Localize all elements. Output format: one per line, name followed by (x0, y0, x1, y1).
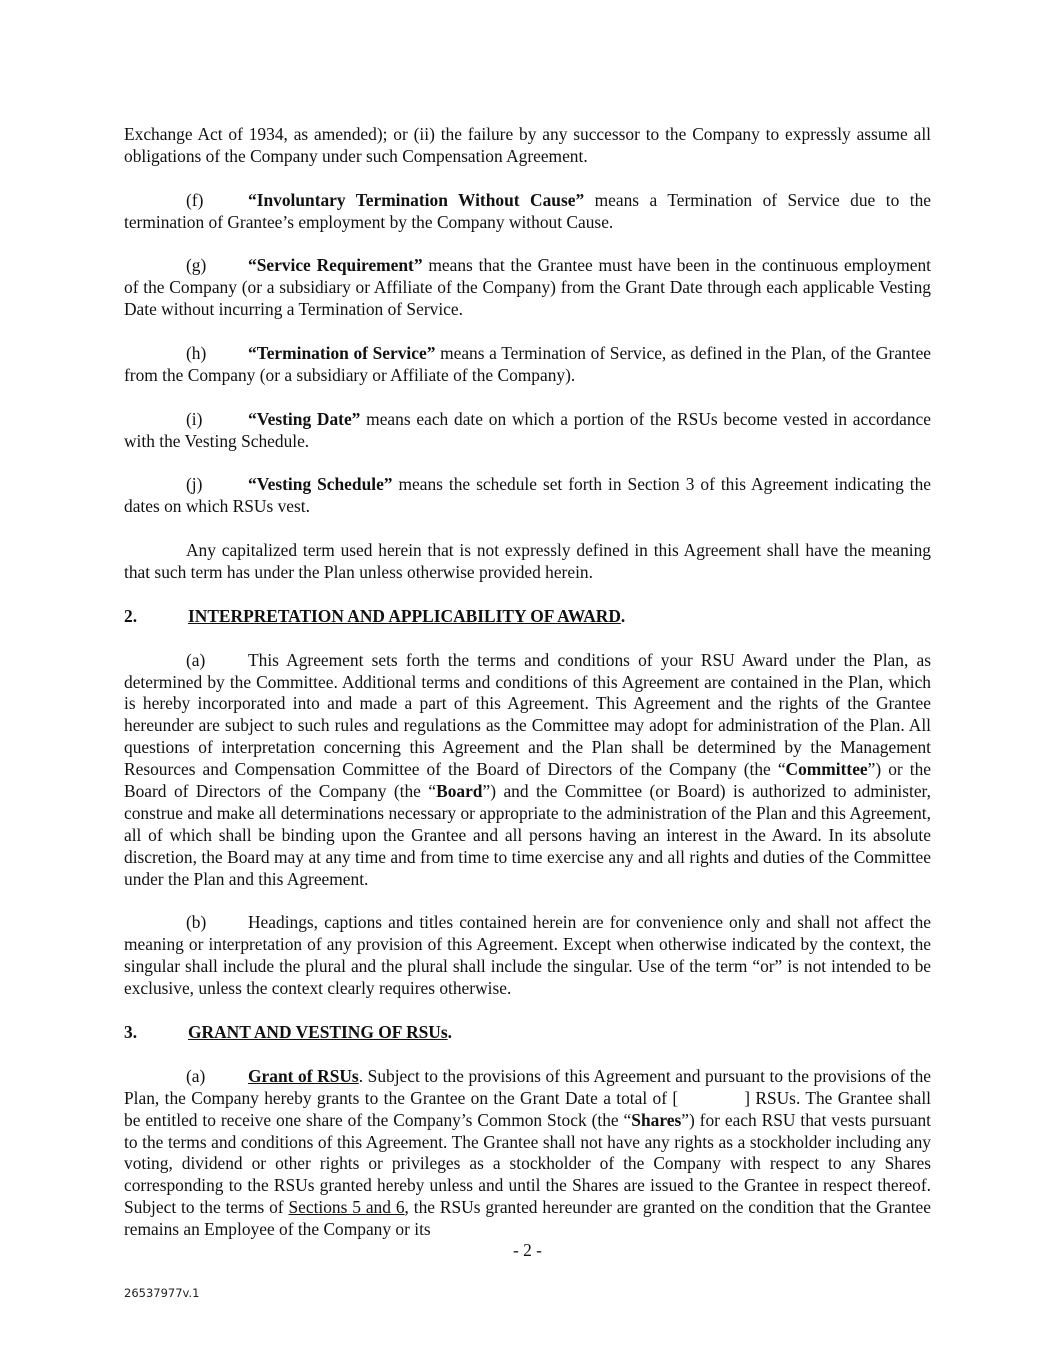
defined-term-board: Board (436, 781, 483, 802)
clause-label: (a) (186, 1065, 206, 1086)
definition-i (124, 409, 931, 453)
section-2b-paragraph (124, 912, 931, 1000)
section-2-heading (124, 606, 931, 628)
definition-text: means the schedule set forth in Section 3 of this Agreement indicating the dates on which RSUs vest. (124, 474, 931, 517)
definition-label: (f) (186, 189, 204, 210)
definition-label: (i) (186, 408, 203, 429)
definition-j (124, 474, 931, 518)
definition-label: (j) (186, 474, 203, 495)
clause-text: ”) and the Committee (or Board) is authorized to administer, construe and make all determinations necessary or appropriate to the administration of the Plan and this Agreement, all of which shall be binding upon the Grantee and all persons having an interest in the Award. In its absolute discretion, the Board may at any time and from time to time exercise any and all rights and duties of the Committee under the Plan and this Agreement. (124, 781, 931, 889)
definition-f (124, 190, 931, 234)
clause-text: ”) or the Board of Directors of the Company (the “ (124, 759, 931, 802)
defined-term: “Vesting Date” (248, 408, 361, 429)
defined-term-committee: Committee (785, 759, 868, 780)
page-number: - 2 - (513, 1240, 542, 1260)
defined-term-shares: Shares (631, 1109, 682, 1130)
section-title-period: . (620, 605, 626, 626)
definition-text: means a Termination of Service, as defined in the Plan, of the Grantee from the Company (or a subsidiary or Affiliate of the Company). (124, 343, 932, 385)
definition-text: means each date on which a portion of the RSUs become vested in accordance with the Vesting Schedule. (124, 408, 931, 451)
section-number: 3. (124, 1022, 138, 1042)
defined-term: “Involuntary Termination Without Cause” (248, 189, 585, 210)
definition-h (124, 343, 931, 387)
section-2a-paragraph (124, 650, 931, 891)
defined-term: “Vesting Schedule” (248, 474, 393, 495)
section-3a-paragraph (124, 1066, 931, 1241)
document-id: 26537977v.1 (124, 1286, 200, 1300)
clause-text: , the RSUs granted hereunder are granted on the condition that the Grantee remains an Employee of the Company or its (124, 1197, 931, 1240)
clause-text: Headings, captions and titles contained herein are for convenience only and shall not affect the meaning or interpretation of any provision of this Agreement. Except when otherwise indicated by the context, the singular shall include the plural and the plural shall include the singular. Use of the term “or” is not intended to be exclusive, unless the context clearly requires otherwise. (124, 912, 931, 999)
defined-term: “Termination of Service” (248, 343, 436, 364)
section-title-period: . (447, 1022, 452, 1042)
clause-heading: Grant of RSUs (248, 1065, 359, 1086)
clause-label: (b) (186, 912, 207, 933)
definition-text: means a Termination of Service due to the termination of Grantee’s employment by the Company without Cause. (124, 189, 931, 232)
defined-term: “Service Requirement” (248, 255, 423, 276)
clause-text: . Subject to the provisions of this Agreement and pursuant to the provisions of the Plan, the Company hereby grants to the Grantee on the Grant Date a total of [ (124, 1065, 931, 1108)
clause-label: (a) (186, 649, 206, 670)
clause-text: ] RSUs. The Grantee shall be entitled to receive one share of the Company’s Common Stock (the “ (124, 1087, 931, 1130)
section-title: INTERPRETATION AND APPLICABILITY OF AWARD (188, 605, 621, 626)
section-number: 2. (124, 605, 138, 626)
section-cross-reference: Sections 5 and 6 (288, 1197, 405, 1218)
definition-label: (g) (186, 255, 207, 276)
section-title: GRANT AND VESTING OF RSUs (188, 1022, 448, 1042)
clause-text: This Agreement sets forth the terms and conditions of your RSU Award under the Plan, as determined by the Committee. Additional terms and conditions of this Agreement are contained in the Plan, which is hereby incorporated into and made a part of this Agreement. This Agreement and the rights of the Grantee hereunder are subject to such rules and regulations as the Committee may adopt for administration of the Plan. All questions of interpretation concerning this Agreement and the Plan shall be determined by the Management Resources and Compensation Committee of the Board of Directors of the Company (the “ (124, 649, 931, 780)
clause-text: ”) for each RSU that vests pursuant to the terms and conditions of this Agreement. The Grantee shall not have any rights as a stockholder including any voting, dividend or other rights or privileges as a stockholder of the Company with respect to any Shares corresponding to the RSUs granted hereby unless and until the Shares are issued to the Grantee in respect thereof. Subject to the terms of (124, 1109, 931, 1218)
definition-label: (h) (186, 343, 207, 364)
definition-text: means that the Grantee must have been in the continuous employment of the Company (or a subsidiary or Affiliate of the Company) from the Grant Date through each applicable Vesting Date without incurring a Termination of Service. (124, 255, 931, 320)
section-3-heading (124, 1022, 931, 1044)
paragraph-capitalized-terms: Any capitalized term used herein that is not expressly defined in this Agreement shall have the meaning that such term has under the Plan unless otherwise provided herein. (124, 540, 931, 583)
definition-g (124, 255, 931, 321)
document-body (124, 124, 931, 1241)
paragraph-continuation: Exchange Act of 1934, as amended); or (ii) the failure by any successor to the Company to expressly assume all obligations of the Company under such Compensation Agreement. (124, 124, 931, 166)
